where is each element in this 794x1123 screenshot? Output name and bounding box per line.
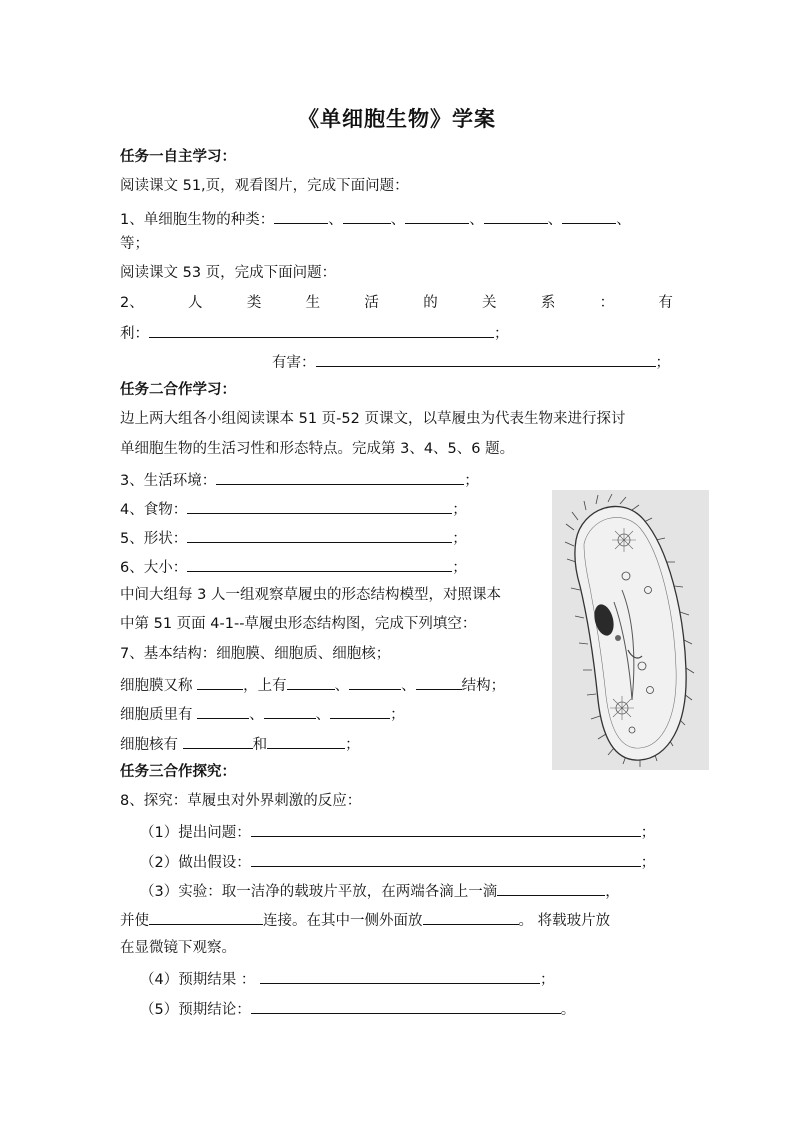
task2-heading: 任务二合作学习： [120, 382, 236, 398]
answer-blank[interactable] [562, 208, 616, 224]
separator: 、 [390, 212, 406, 228]
task1-reading-instruction-2: 阅读课文 53 页，完成下面问题： [120, 265, 337, 281]
separator: 、 [328, 212, 343, 228]
membrane-end: 结构； [461, 678, 506, 694]
question-7: 7、基本结构：细胞膜、细胞质、细胞核； [120, 646, 391, 662]
nucleus-and: 和 [252, 737, 268, 753]
step-5-label: （5）预期结论： [140, 1002, 251, 1018]
step-1-label: （1）提出问题： [140, 825, 251, 841]
separator: 、 [401, 678, 416, 694]
answer-blank[interactable] [260, 968, 540, 984]
step-3-continued [120, 909, 610, 931]
separator: 、 [249, 707, 264, 723]
q2-char: 有 [658, 295, 673, 311]
step-3-label: （3）实验：取一洁净的载玻片平放，在两端各滴上一滴 [140, 884, 498, 900]
answer-blank[interactable] [274, 208, 328, 224]
step-3-part-d: 。 将载玻片放 [518, 913, 611, 929]
q2-char: 人 [188, 295, 203, 311]
task2-intro-line-1: 边上两大组各小组阅读课本 51 页-52 页课文，以草履虫为代表生物来进行探讨 [120, 411, 626, 427]
step-2 [140, 851, 655, 873]
question-1-label: 1、单细胞生物的种类： [120, 212, 275, 228]
semicolon: ； [640, 825, 656, 841]
comma: ， [605, 884, 620, 900]
q2-char: 2、 [120, 295, 144, 311]
question-3 [120, 469, 479, 491]
answer-blank[interactable] [484, 208, 548, 224]
answer-blank[interactable] [251, 821, 641, 837]
answer-blank[interactable] [187, 498, 452, 514]
answer-blank[interactable] [187, 556, 452, 572]
q5-label: 5、形状： [120, 531, 188, 547]
answer-blank[interactable] [251, 998, 561, 1014]
semicolon: ； [345, 737, 360, 753]
paramecium-icon [552, 490, 709, 770]
membrane-label: 细胞膜又称 [120, 678, 193, 694]
question-1-end: 等； [120, 236, 149, 252]
task1-heading: 任务一自主学习： [120, 149, 236, 165]
answer-blank[interactable] [149, 909, 263, 925]
semicolon: ； [452, 502, 467, 518]
nucleus-line [120, 733, 360, 755]
semicolon: ； [452, 560, 467, 576]
q2-char: 生 [305, 295, 321, 311]
q4-label: 4、食物： [120, 502, 188, 518]
task2-intro-line-2: 单细胞生物的生活习性和形态特点。完成第 3、4、5、6 题。 [120, 441, 515, 457]
q6-label: 6、大小： [120, 560, 188, 576]
question-6 [120, 556, 467, 578]
answer-blank[interactable] [197, 703, 249, 719]
answer-blank[interactable] [251, 851, 641, 867]
cell-membrane-line [120, 674, 505, 696]
beneficial-label: 利： [120, 326, 149, 342]
period: 。 [560, 1002, 576, 1018]
answer-blank[interactable] [267, 733, 345, 749]
answer-blank[interactable] [330, 703, 390, 719]
middle-group-instruction-2: 中第 51 页面 4-1--草履虫形态结构图，完成下列填空： [120, 616, 477, 632]
nucleus-label: 细胞核有 [120, 737, 178, 753]
step-5 [140, 998, 575, 1020]
q2-char: 关 [482, 295, 497, 311]
q2-char: 的 [423, 295, 438, 311]
step-3-end: 在显微镜下观察。 [120, 940, 236, 956]
answer-blank[interactable] [183, 733, 253, 749]
question-8: 8、探究：草履虫对外界刺激的反应： [120, 793, 362, 809]
step-3-part-b: 并使 [120, 913, 149, 929]
answer-blank[interactable] [316, 351, 656, 367]
task1-reading-instruction: 阅读课文 51,页，观看图片，完成下面问题： [120, 178, 409, 194]
answer-blank[interactable] [287, 674, 335, 690]
step-1 [140, 821, 655, 843]
q2-char: ： [599, 295, 615, 311]
answer-blank[interactable] [216, 469, 464, 485]
answer-blank[interactable] [187, 527, 452, 543]
question-2-beneficial [120, 322, 509, 344]
separator: 、 [469, 212, 484, 228]
semicolon: ； [390, 707, 405, 723]
q3-label: 3、生活环境： [120, 473, 217, 489]
semicolon: ； [452, 531, 467, 547]
cytoplasm-label: 细胞质里有 [120, 707, 193, 723]
page-title: 《单细胞生物》学案 [298, 106, 496, 131]
semicolon: ； [464, 473, 479, 489]
q2-char: 活 [364, 295, 379, 311]
separator: 、 [334, 678, 350, 694]
answer-blank[interactable] [349, 674, 401, 690]
separator: 、 [315, 707, 331, 723]
task3-heading: 任务三合作探究： [120, 764, 236, 780]
semicolon: ； [539, 972, 555, 988]
semicolon: ； [655, 355, 670, 371]
step-3-part-c: 连接。在其中一侧外面放 [263, 913, 423, 929]
answer-blank[interactable] [405, 208, 469, 224]
step-2-label: （2）做出假设： [140, 855, 251, 871]
question-2-harmful [272, 351, 670, 373]
question-1 [120, 208, 631, 230]
membrane-mid: ，上有 [243, 678, 287, 694]
answer-blank[interactable] [197, 674, 243, 690]
semicolon: ； [494, 326, 509, 342]
question-5 [120, 527, 467, 549]
answer-blank[interactable] [497, 880, 605, 896]
step-4 [140, 968, 554, 990]
paramecium-figure [552, 490, 709, 770]
separator: 、 [616, 212, 631, 228]
answer-blank[interactable] [416, 674, 462, 690]
step-3 [140, 880, 620, 902]
answer-blank[interactable] [264, 703, 316, 719]
answer-blank[interactable] [343, 208, 391, 224]
cytoplasm-line [120, 703, 405, 725]
step-4-label: （4）预期结果 ： [140, 972, 256, 988]
semicolon: ； [640, 855, 656, 871]
question-2 [120, 293, 673, 313]
q2-char: 系 [540, 295, 556, 311]
answer-blank[interactable] [423, 909, 519, 925]
middle-group-instruction-1: 中间大组每 3 人一组观察草履虫的形态结构模型，对照课本 [120, 587, 501, 603]
answer-blank[interactable] [149, 322, 494, 338]
harmful-label: 有害： [272, 355, 316, 371]
question-4 [120, 498, 467, 520]
separator: 、 [547, 212, 563, 228]
q2-char: 类 [246, 295, 262, 311]
